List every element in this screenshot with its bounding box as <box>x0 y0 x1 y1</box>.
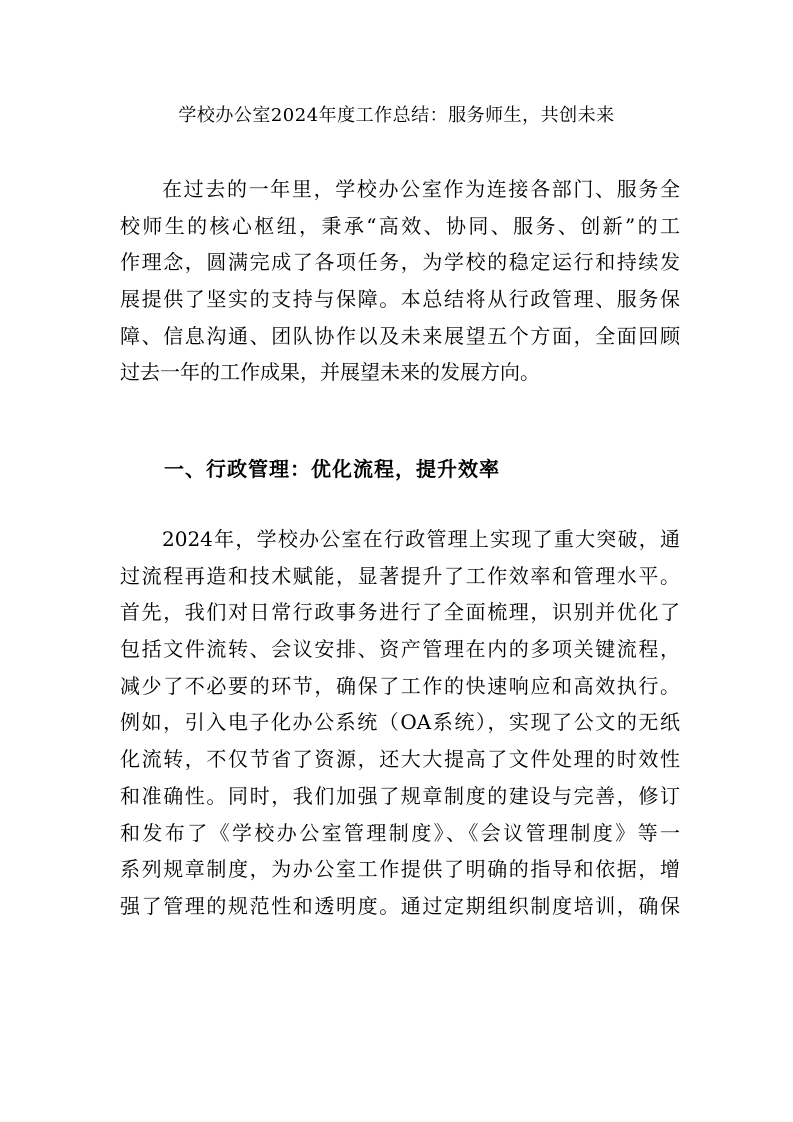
paragraph-line: 例如，引入电子化办公系统（OA系统），实现了公文的无纸 <box>120 710 680 735</box>
paragraph-line: 和发布了《学校办公室管理制度》、《会议管理制度》等一 <box>120 820 680 845</box>
paragraph-line: 过流程再造和技术赋能，显著提升了工作效率和管理水平。 <box>120 563 680 588</box>
paragraph-line: 强了管理的规范性和透明度。通过定期组织制度培训，确保 <box>120 893 680 918</box>
paragraph-line: 2024年，学校办公室在行政管理上实现了重大突破，通 <box>162 527 680 551</box>
section-heading: 一、行政管理：优化流程，提升效率 <box>164 457 500 481</box>
paragraph-line: 化流转，不仅节省了资源，还大大提高了文件处理的时效性 <box>120 747 680 772</box>
paragraph-line: 障、信息沟通、团队协作以及未来展望五个方面，全面回顾 <box>120 323 680 348</box>
paragraph-line: 过去一年的工作成果，并展望未来的发展方向。 <box>120 360 540 385</box>
section-1-paragraph <box>120 521 680 925</box>
paragraph-line: 和准确性。同时，我们加强了规章制度的建设与完善，修订 <box>120 783 680 808</box>
paragraph-line: 校师生的核心枢纽，秉承“高效、协同、服务、创新”的工 <box>120 213 680 238</box>
paragraph-line: 在过去的一年里，学校办公室作为连接各部门、服务全 <box>162 177 680 201</box>
paragraph-line: 包括文件流转、会议安排、资产管理在内的多项关键流程， <box>120 637 680 662</box>
paragraph-line: 系列规章制度，为办公室工作提供了明确的指导和依据，增 <box>120 857 680 882</box>
paragraph-line: 减少了不必要的环节，确保了工作的快速响应和高效执行。 <box>120 673 680 698</box>
paragraph-line: 展提供了坚实的支持与保障。本总结将从行政管理、服务保 <box>120 287 680 312</box>
paragraph-line: 首先，我们对日常行政事务进行了全面梳理，识别并优化了 <box>120 600 680 625</box>
paragraph-line: 作理念，圆满完成了各项任务，为学校的稳定运行和持续发 <box>120 250 680 275</box>
intro-paragraph <box>120 171 680 391</box>
document-title: 学校办公室2024年度工作总结：服务师生，共创未来 <box>178 105 615 126</box>
